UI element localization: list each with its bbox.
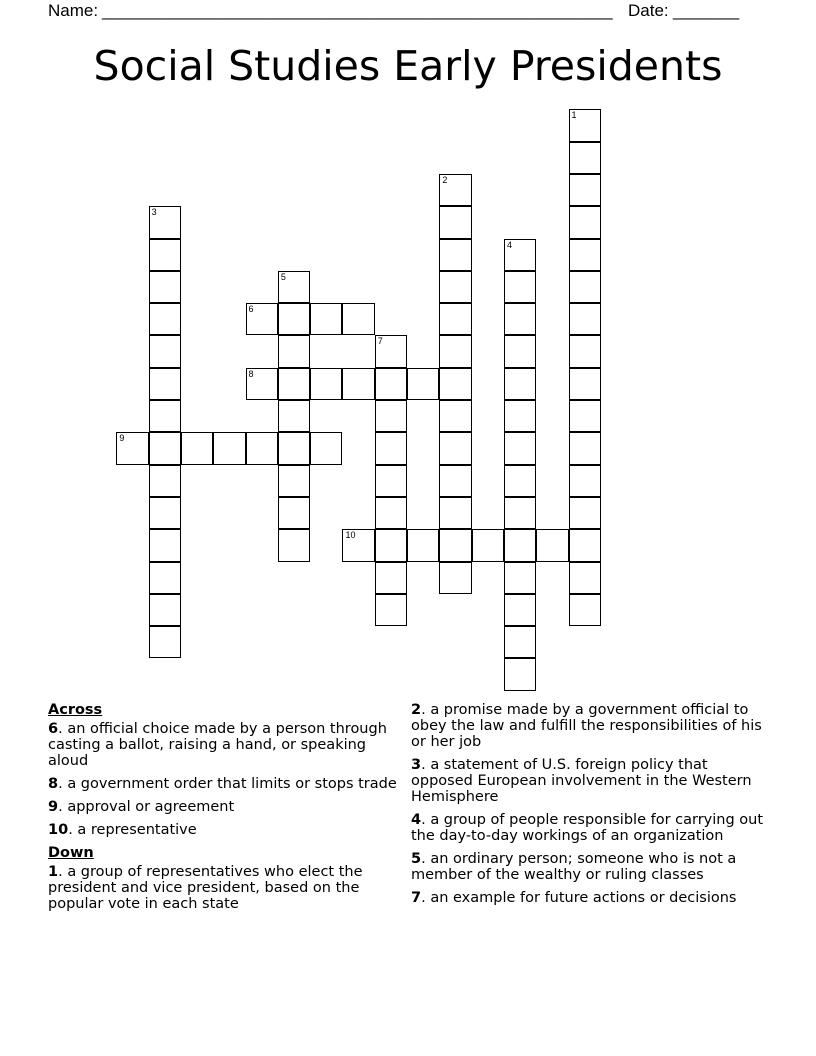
grid-cell[interactable] bbox=[439, 368, 471, 400]
cell-number: 6 bbox=[248, 304, 254, 315]
clue-down-2: 2. a promise made by a government official to obey the law and fulfill the responsibilities of his or her job bbox=[411, 702, 762, 750]
grid-cell[interactable] bbox=[569, 239, 601, 271]
grid-cell[interactable] bbox=[149, 594, 181, 626]
grid-cell[interactable] bbox=[569, 206, 601, 238]
grid-cell[interactable] bbox=[278, 497, 310, 529]
cell-number: 10 bbox=[345, 530, 356, 541]
grid-cell[interactable] bbox=[278, 335, 310, 367]
grid-cell[interactable] bbox=[149, 271, 181, 303]
grid-cell[interactable] bbox=[569, 335, 601, 367]
date-label: Date: bbox=[628, 1, 669, 20]
grid-cell[interactable] bbox=[375, 562, 407, 594]
grid-cell[interactable] bbox=[439, 465, 471, 497]
clue-text: an example for future actions or decisions bbox=[430, 890, 737, 906]
grid-cell[interactable] bbox=[375, 529, 407, 561]
grid-cell[interactable] bbox=[278, 368, 310, 400]
grid-cell[interactable] bbox=[278, 432, 310, 464]
clue-across-6: 6. an official choice made by a person through casting a ballot, raising a hand, or speaking aloud bbox=[48, 721, 387, 769]
clue-text: a promise made by a government official to obey the law and fulfill the responsibilities of his or her job bbox=[411, 702, 762, 750]
name-blank[interactable]: ______________________________________________________ bbox=[102, 1, 613, 20]
grid-cell[interactable] bbox=[439, 335, 471, 367]
grid-cell[interactable] bbox=[375, 432, 407, 464]
clue-text: a group of people responsible for carrying out the day-to-day workings of an organization bbox=[411, 812, 764, 844]
grid-cell[interactable] bbox=[375, 594, 407, 626]
clue-number: 3 bbox=[411, 757, 422, 773]
grid-cell[interactable] bbox=[504, 239, 536, 271]
grid-cell[interactable] bbox=[149, 368, 181, 400]
grid-cell[interactable] bbox=[569, 271, 601, 303]
grid-cell[interactable] bbox=[407, 529, 439, 561]
grid-cell[interactable] bbox=[504, 432, 536, 464]
grid-cell[interactable] bbox=[504, 626, 536, 658]
name-label: Name: bbox=[48, 1, 99, 20]
grid-cell[interactable] bbox=[504, 594, 536, 626]
clue-number: 9 bbox=[48, 799, 59, 815]
down-heading: Down bbox=[48, 845, 94, 861]
grid-cell[interactable] bbox=[569, 529, 601, 561]
grid-cell[interactable] bbox=[342, 303, 374, 335]
clue-text: an official choice made by a person through casting a ballot, raising a hand, or speaking aloud bbox=[48, 721, 387, 769]
clue-number: 2 bbox=[411, 702, 422, 718]
grid-cell[interactable] bbox=[310, 368, 342, 400]
clue-number: 5 bbox=[411, 851, 422, 867]
grid-cell[interactable] bbox=[536, 529, 568, 561]
grid-cell[interactable] bbox=[246, 368, 278, 400]
grid-cell[interactable] bbox=[504, 303, 536, 335]
grid-cell[interactable] bbox=[278, 303, 310, 335]
grid-cell[interactable] bbox=[504, 465, 536, 497]
clue-down-3: 3. a statement of U.S. foreign policy that opposed European involvement in the Western Hemisphere bbox=[411, 757, 752, 805]
clue-number: 8 bbox=[48, 776, 59, 792]
grid-cell[interactable] bbox=[246, 303, 278, 335]
grid-cell[interactable] bbox=[569, 142, 601, 174]
grid-cell[interactable] bbox=[569, 594, 601, 626]
grid-cell[interactable] bbox=[342, 529, 374, 561]
grid-cell[interactable] bbox=[149, 206, 181, 238]
cell-number: 4 bbox=[506, 239, 512, 250]
date-blank[interactable]: _______ bbox=[673, 1, 740, 20]
clue-text: an ordinary person; someone who is not a member of the wealthy or ruling classes bbox=[411, 851, 737, 883]
grid-cell[interactable] bbox=[149, 400, 181, 432]
cell-number: 3 bbox=[151, 207, 157, 218]
grid-cell[interactable] bbox=[439, 562, 471, 594]
grid-cell[interactable] bbox=[149, 239, 181, 271]
grid-cell[interactable] bbox=[375, 400, 407, 432]
clue-text: a group of representatives who elect the president and vice president, based on the popular vote in each state bbox=[48, 864, 363, 912]
clue-number: 1 bbox=[48, 864, 59, 880]
clue-text: a representative bbox=[77, 822, 197, 838]
clue-across-8: 8. a government order that limits or stops trade bbox=[48, 776, 397, 792]
grid-cell[interactable] bbox=[439, 239, 471, 271]
grid-cell[interactable] bbox=[504, 400, 536, 432]
grid-cell[interactable] bbox=[504, 335, 536, 367]
grid-cell[interactable] bbox=[278, 271, 310, 303]
grid-cell[interactable] bbox=[569, 497, 601, 529]
grid-cell[interactable] bbox=[116, 432, 148, 464]
cell-number: 9 bbox=[119, 433, 125, 444]
grid-cell[interactable] bbox=[569, 432, 601, 464]
clue-down-1: 1. a group of representatives who elect the president and vice president, based on the popular vote in each state bbox=[48, 864, 363, 912]
grid-cell[interactable] bbox=[569, 303, 601, 335]
clue-across-9: 9. approval or agreement bbox=[48, 799, 235, 815]
grid-cell[interactable] bbox=[375, 465, 407, 497]
clue-across-10: 10. a representative bbox=[48, 822, 197, 838]
cell-number: 8 bbox=[248, 368, 254, 379]
grid-cell[interactable] bbox=[149, 303, 181, 335]
grid-cell[interactable] bbox=[569, 400, 601, 432]
clue-text: a statement of U.S. foreign policy that opposed European involvement in the Western Hemisphere bbox=[411, 757, 752, 805]
clue-number: 4 bbox=[411, 812, 422, 828]
grid-cell[interactable] bbox=[439, 271, 471, 303]
cell-number: 5 bbox=[280, 271, 286, 282]
cell-number: 2 bbox=[442, 174, 448, 185]
grid-cell[interactable] bbox=[569, 174, 601, 206]
grid-cell[interactable] bbox=[504, 658, 536, 690]
clues-left-column bbox=[48, 702, 398, 919]
cell-number: 1 bbox=[571, 110, 577, 121]
grid-cell[interactable] bbox=[439, 206, 471, 238]
clue-number: 6 bbox=[48, 721, 59, 737]
grid-cell[interactable] bbox=[407, 368, 439, 400]
clue-down-7: 7. an example for future actions or decisions bbox=[411, 890, 737, 906]
grid-cell[interactable] bbox=[278, 465, 310, 497]
grid-cell[interactable] bbox=[439, 497, 471, 529]
grid-cell[interactable] bbox=[149, 562, 181, 594]
grid-cell[interactable] bbox=[278, 400, 310, 432]
grid-cell[interactable] bbox=[375, 335, 407, 367]
grid-cell[interactable] bbox=[149, 626, 181, 658]
clue-number: 7 bbox=[411, 890, 422, 906]
cell-number: 7 bbox=[377, 336, 383, 347]
grid-cell[interactable] bbox=[569, 562, 601, 594]
grid-cell[interactable] bbox=[342, 368, 374, 400]
grid-cell[interactable] bbox=[439, 400, 471, 432]
grid-cell[interactable] bbox=[149, 432, 181, 464]
grid-cell[interactable] bbox=[310, 303, 342, 335]
clue-number: 10 bbox=[48, 822, 69, 838]
grid-cell[interactable] bbox=[504, 368, 536, 400]
grid-cell[interactable] bbox=[472, 529, 504, 561]
grid-cell[interactable] bbox=[569, 368, 601, 400]
grid-cell[interactable] bbox=[439, 303, 471, 335]
grid-cell[interactable] bbox=[278, 529, 310, 561]
grid-cell[interactable] bbox=[149, 497, 181, 529]
grid-cell[interactable] bbox=[375, 368, 407, 400]
clue-text: approval or agreement bbox=[67, 799, 235, 815]
grid-cell[interactable] bbox=[439, 529, 471, 561]
grid-cell[interactable] bbox=[439, 174, 471, 206]
grid-cell[interactable] bbox=[504, 529, 536, 561]
clue-down-4: 4. a group of people responsible for carrying out the day-to-day workings of an organization bbox=[411, 812, 764, 844]
clues-right-column bbox=[411, 702, 771, 913]
grid-cell[interactable] bbox=[213, 432, 245, 464]
grid-cell[interactable] bbox=[181, 432, 213, 464]
clue-down-5: 5. an ordinary person; someone who is not a member of the wealthy or ruling classes bbox=[411, 851, 737, 883]
grid-cell[interactable] bbox=[504, 497, 536, 529]
grid-cell[interactable] bbox=[504, 562, 536, 594]
grid-cell[interactable] bbox=[569, 109, 601, 141]
grid-cell[interactable] bbox=[149, 465, 181, 497]
grid-cell[interactable] bbox=[246, 432, 278, 464]
grid-cell[interactable] bbox=[149, 529, 181, 561]
grid-cell[interactable] bbox=[149, 335, 181, 367]
grid-cell[interactable] bbox=[504, 271, 536, 303]
grid-cell[interactable] bbox=[310, 432, 342, 464]
clue-text: a government order that limits or stops trade bbox=[67, 776, 397, 792]
page-title: Social Studies Early Presidents bbox=[93, 42, 723, 90]
across-heading: Across bbox=[48, 702, 103, 718]
grid-cell[interactable] bbox=[569, 465, 601, 497]
grid-cell[interactable] bbox=[439, 432, 471, 464]
grid-cell[interactable] bbox=[375, 497, 407, 529]
